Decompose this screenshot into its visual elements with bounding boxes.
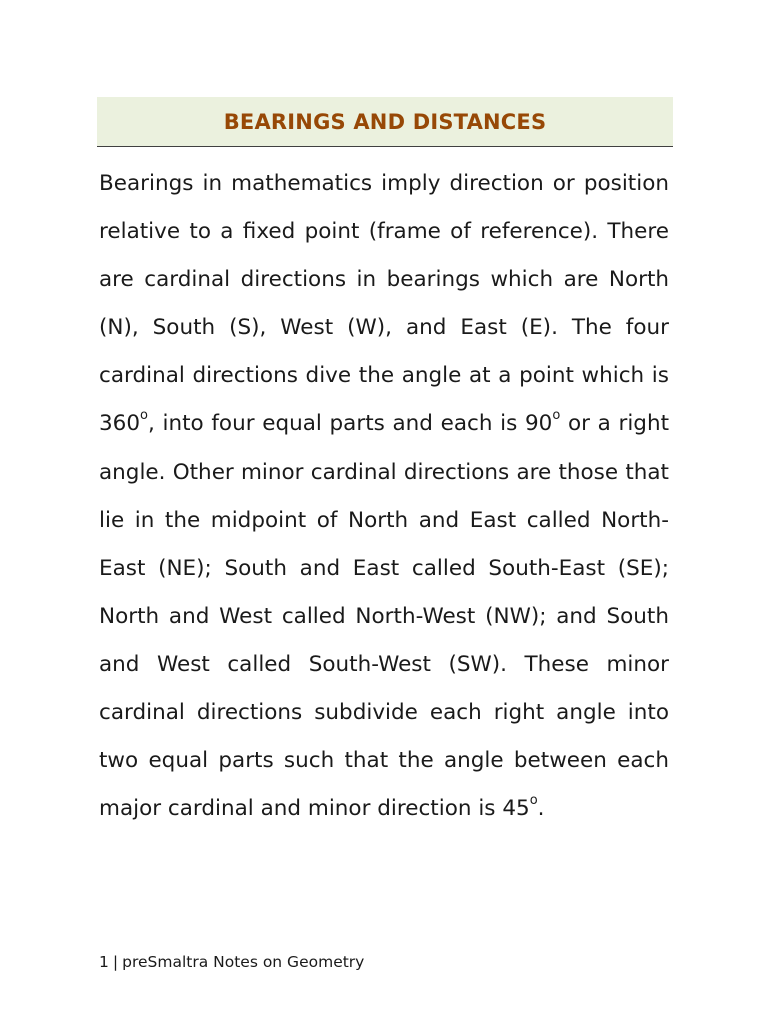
body-paragraph (99, 160, 669, 833)
degree-superscript-1: o (140, 408, 149, 424)
page-number: 1 (99, 953, 109, 971)
footer-text: preSmaltra Notes on Geometry (122, 953, 365, 971)
document-title: BEARINGS AND DISTANCES (223, 109, 547, 134)
paragraph-text-3: or a right angle. Other minor cardinal directions are those that lie in the midpoint of North and East called North-East (NE); South and East called South-East (SE); North and West called North-West (NW); and South and West called South-West (SW). These minor cardinal directions subdivide each right angle into two equal parts such that the angle between each major cardinal and minor direction is 45 (99, 411, 669, 822)
degree-superscript-2: o (552, 408, 561, 424)
paragraph-text-2: , into four equal parts and each is 90 (148, 411, 553, 437)
paragraph-text-4: . (537, 796, 545, 822)
title-banner (97, 97, 673, 147)
page-footer (99, 953, 364, 971)
paragraph-text-1: Bearings in mathematics imply direction or position relative to a fixed point (frame of reference). There are cardinal directions in bearings which are North (N), South (S), West (W), and East (E). The four cardinal directions dive the angle at a point which is 360 (99, 171, 669, 437)
footer-separator: | (112, 953, 119, 971)
degree-superscript-3: o (529, 793, 538, 809)
